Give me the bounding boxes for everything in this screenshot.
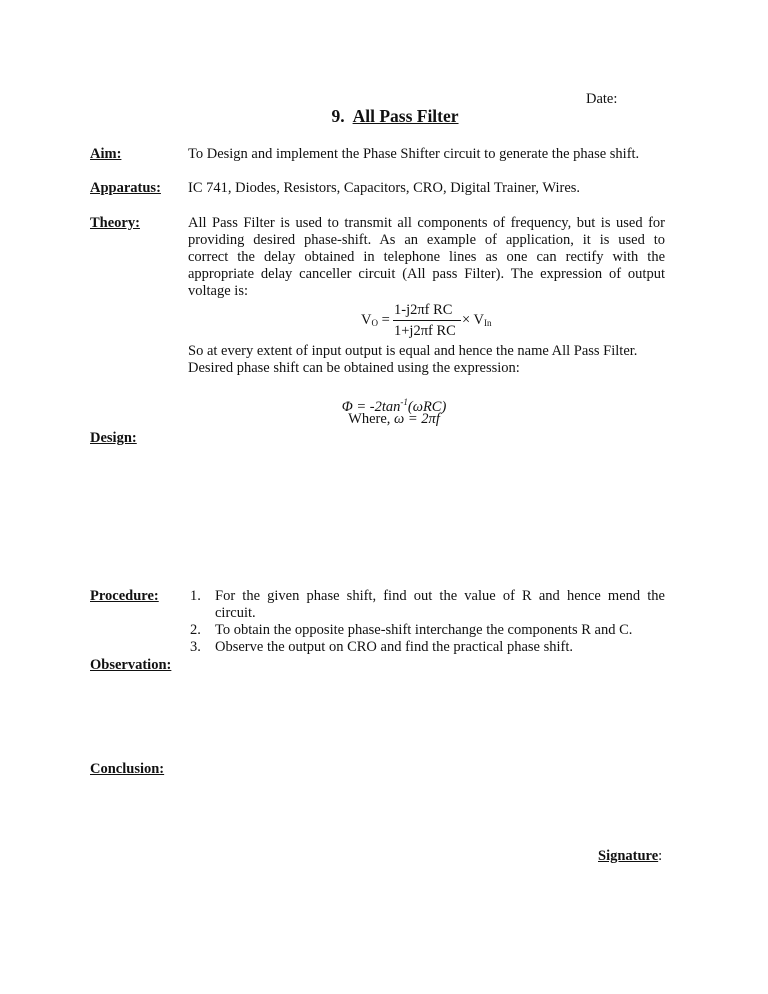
list-item-text: Observe the output on CRO and find the practical phase shift. bbox=[215, 639, 573, 655]
list-item-number: 2. bbox=[190, 622, 201, 638]
phase-formula: $\Phi = -2\tan^{-1}(\omega RC)$ bbox=[341, 397, 447, 415]
list-item-text: To obtain the opposite phase-shift interchange the components R and C. bbox=[215, 622, 633, 638]
formula-denominator: 1+j2πf RC bbox=[394, 323, 456, 339]
formula-vo: $V_O$ = bbox=[361, 312, 390, 328]
formula-vin: × $V_{In}$ bbox=[462, 312, 492, 328]
formula-numerator: 1-j2πf RC bbox=[394, 302, 453, 318]
page-title bbox=[0, 108, 768, 125]
list-item-text: For the given phase shift, find out the value of R and hence mend the bbox=[215, 588, 665, 604]
fraction-bar bbox=[393, 320, 461, 321]
design-label: Design: bbox=[90, 430, 137, 446]
observation-label: Observation: bbox=[90, 657, 172, 673]
theory-line-3: correct the delay obtained in telephone lines as one can rectify with the bbox=[188, 249, 665, 265]
apparatus-text: IC 741, Diodes, Resistors, Capacitors, CRO, Digital Trainer, Wires. bbox=[188, 180, 581, 196]
theory-line-2: providing desired phase-shift. As an example of application, it is used to bbox=[188, 232, 665, 248]
date-label: Date: bbox=[586, 91, 618, 107]
where-line: Where, ω = 2πf bbox=[348, 411, 440, 427]
signature-label: Signature: bbox=[598, 848, 663, 864]
aim-text: To Design and implement the Phase Shifter circuit to generate the phase shift. bbox=[188, 146, 640, 162]
title-text: All Pass Filter bbox=[352, 106, 459, 126]
theory-line-1: All Pass Filter is used to transmit all components of frequency, but is used for bbox=[188, 215, 665, 231]
theory-after-line-2: Desired phase shift can be obtained using the expression: bbox=[188, 360, 520, 376]
theory-line-4: appropriate delay canceller circuit (All pass Filter). The expression of output bbox=[188, 266, 665, 282]
theory-line-5: voltage is: bbox=[188, 283, 249, 299]
list-item-number: 3. bbox=[190, 639, 201, 655]
list-item-text-cont: circuit. bbox=[215, 605, 256, 621]
aim-label: Aim: bbox=[90, 146, 122, 162]
title-number: 9. bbox=[331, 106, 345, 126]
theory-label: Theory: bbox=[90, 215, 140, 231]
list-item-number: 1. bbox=[190, 588, 201, 604]
procedure-label: Procedure: bbox=[90, 588, 159, 604]
apparatus-label: Apparatus: bbox=[90, 180, 161, 196]
theory-after-line-1: So at every extent of input output is equal and hence the name All Pass Filter. bbox=[188, 343, 638, 359]
conclusion-label: Conclusion: bbox=[90, 761, 165, 777]
